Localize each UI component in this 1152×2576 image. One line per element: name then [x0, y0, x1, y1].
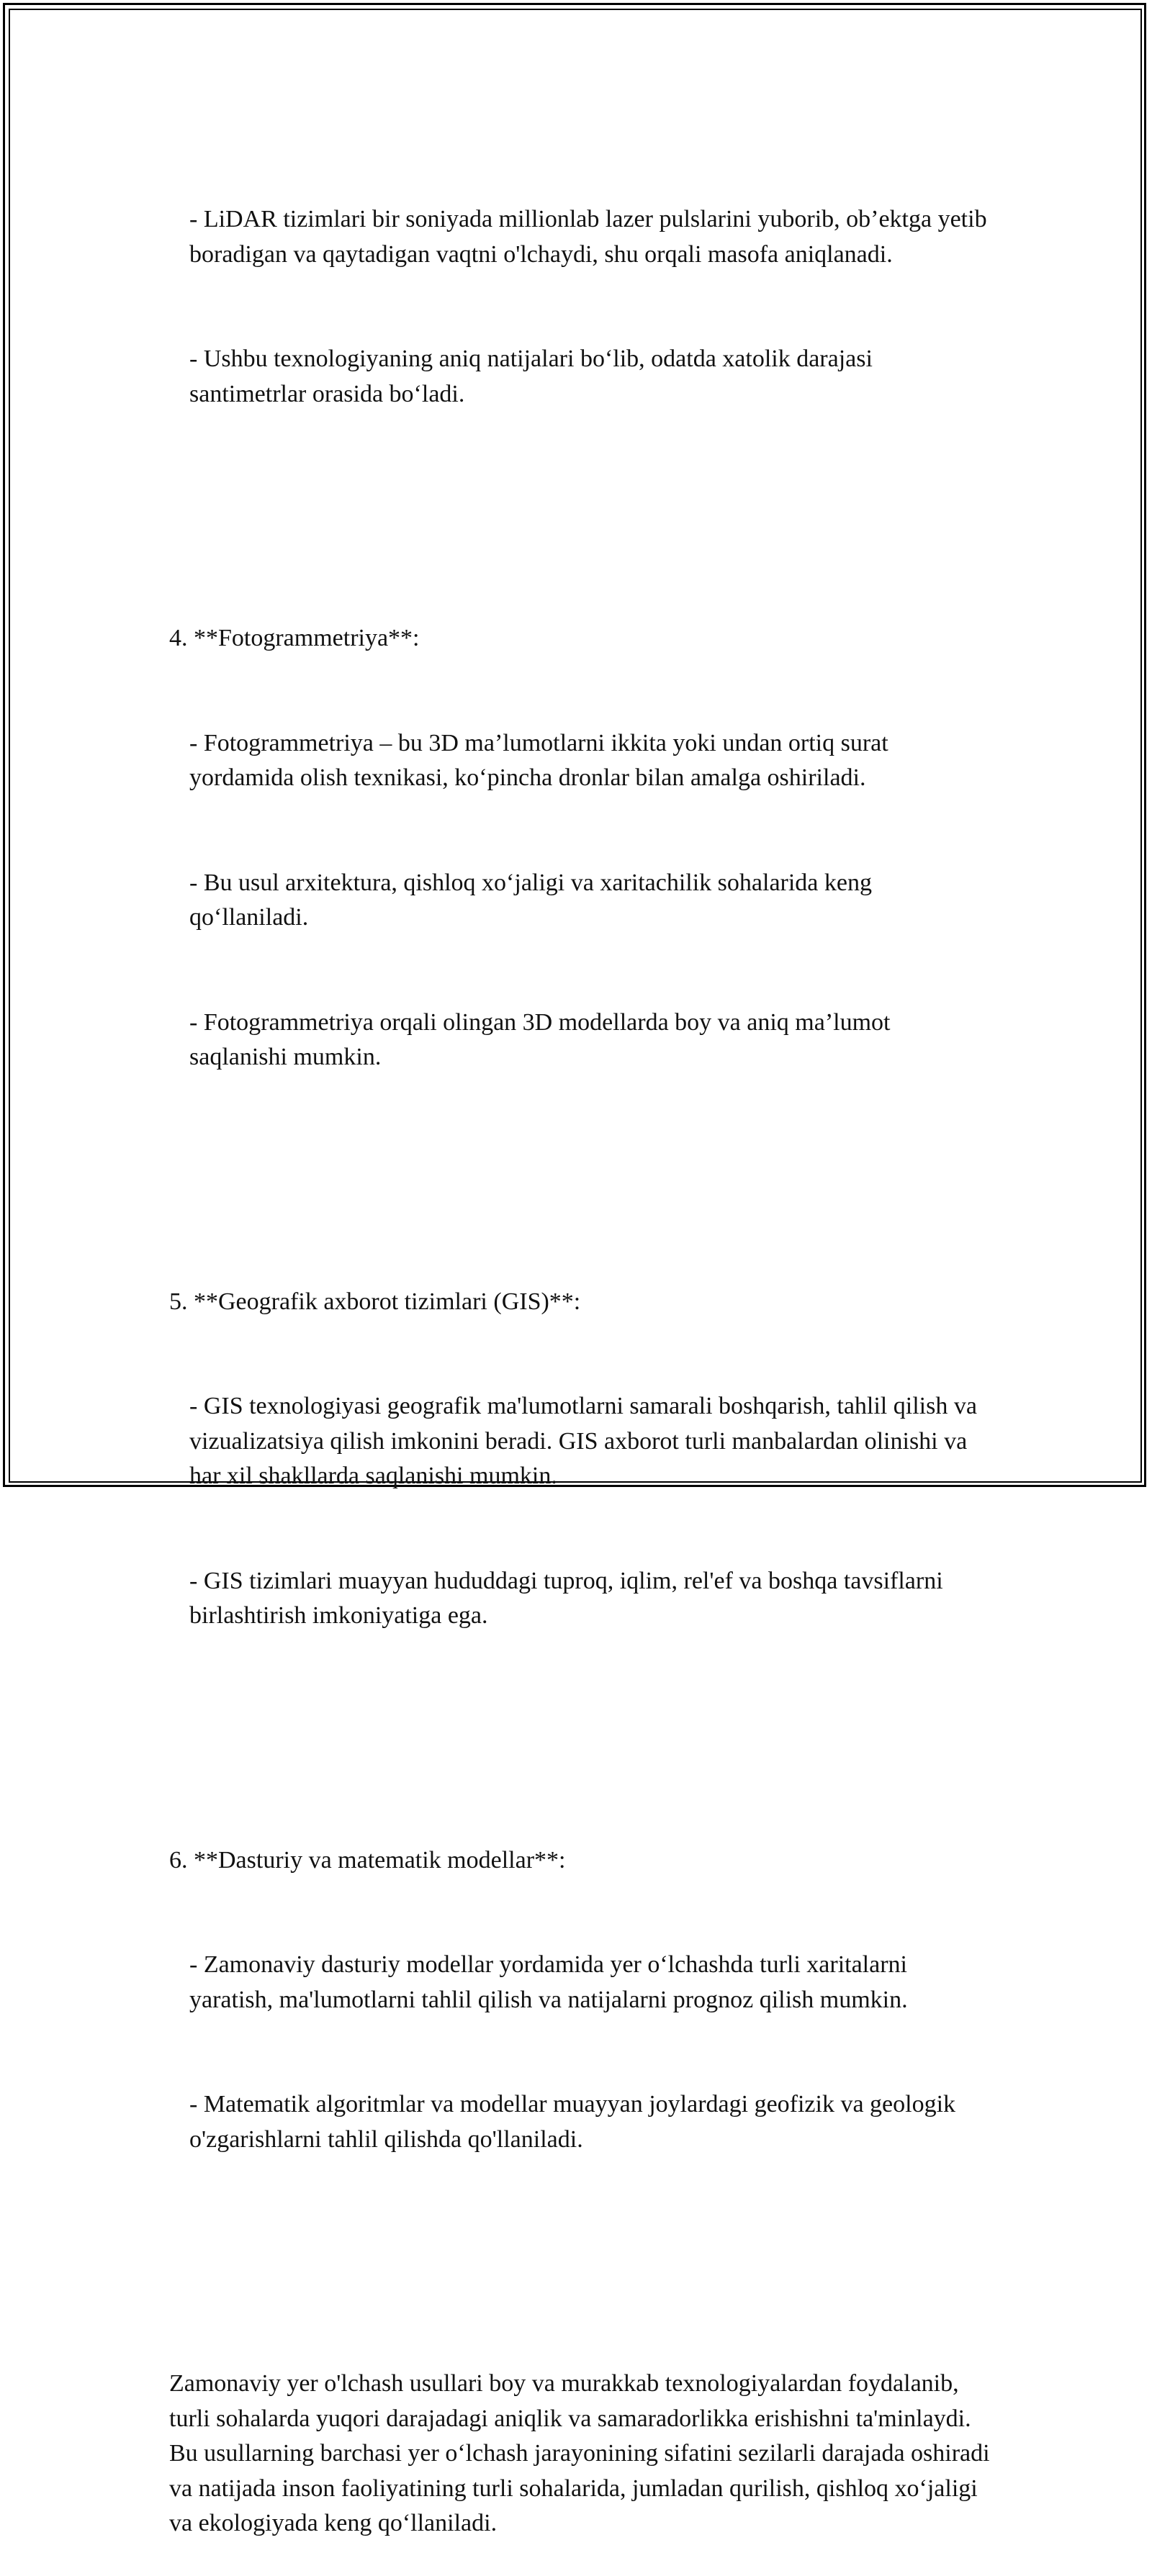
spacer [169, 1145, 990, 1180]
document-body [169, 132, 996, 2576]
section-5-point-2: - GIS tizimlari muayyan hududdagi tuproq, iqlim, rel'ef va boshqa tavsiflarni birlashtirish imkoniyatiga ega. [189, 1567, 950, 1629]
section-6-point-2: - Matematik algoritmlar va modellar muayyan joylardagi geofizik va geologik o'zgarishlarni tahlil qilishda qo'llaniladi. [189, 2091, 962, 2153]
section-4-point-3: - Fotogrammetriya orqali olingan 3D modellarda boy va aniq ma’lumot saqlanishi mumkin. [189, 1008, 896, 1070]
conclusion-paragraph: Zamonaviy yer o'lchash usullari boy va murakkab texnologiyalardan foydalanib, turli sohalarda yuqori darajadagi aniqlik va samaradorlikka erishishni ta'minlaydi. Bu usullarning barchasi yer o‘lchash jarayonining sifatini sezilarli darajada oshiradi va natijada inson faoliyatining turli sohalarida, jumladan qurilish, qishloq xo‘jaligi va ekologiyada keng qo‘llaniladi. [169, 2370, 996, 2536]
lidar-point-2: - Ushbu texnologiyaning aniq natijalari bo‘lib, odatda xatolik darajasi santimetrlar orasida bo‘ladi. [189, 345, 879, 407]
section-6-heading: 6. **Dasturiy va matematik modellar**: [169, 1846, 566, 1874]
section-5-heading: 5. **Geografik axborot tizimlari (GIS)**: [169, 1288, 581, 1315]
section-4-point-1: - Fotogrammetriya – bu 3D ma’lumotlarni ikkita yoki undan ortiq surat yordamida olish texnikasi, ko‘pincha dronlar bilan amalga oshiriladi. [189, 729, 895, 791]
spacer [169, 482, 990, 517]
section-6-point-1: - Zamonaviy dasturiy modellar yordamida yer o‘lchashda turli xaritalarni yaratish, ma'lumotlarni tahlil qilish va natijalarni prognoz qilish mumkin. [189, 1951, 914, 2013]
spacer [169, 1704, 990, 1739]
section-4-heading: 4. **Fotogrammetriya**: [169, 625, 420, 651]
lidar-point-1: - LiDAR tizimlari bir soniyada millionlab lazer pulslarini yuborib, ob’ektga yetib boradigan va qaytadigan vaqtni o'lchaydi, shu orqali masofa aniqlanadi. [189, 206, 994, 268]
section-5-point-1: - GIS texnologiyasi geografik ma'lumotlarni samarali boshqarish, tahlil qilish va vizualizatsiya qilish imkonini beradi. GIS axborot turli manbalardan olinishi va har xil shakllarda saqlanishi mumkin. [189, 1393, 984, 1489]
section-4-point-2: - Bu usul arxitektura, qishloq xo‘jaligi va xaritachilik sohalarida keng qo‘llaniladi. [189, 869, 878, 931]
spacer [169, 2227, 990, 2262]
